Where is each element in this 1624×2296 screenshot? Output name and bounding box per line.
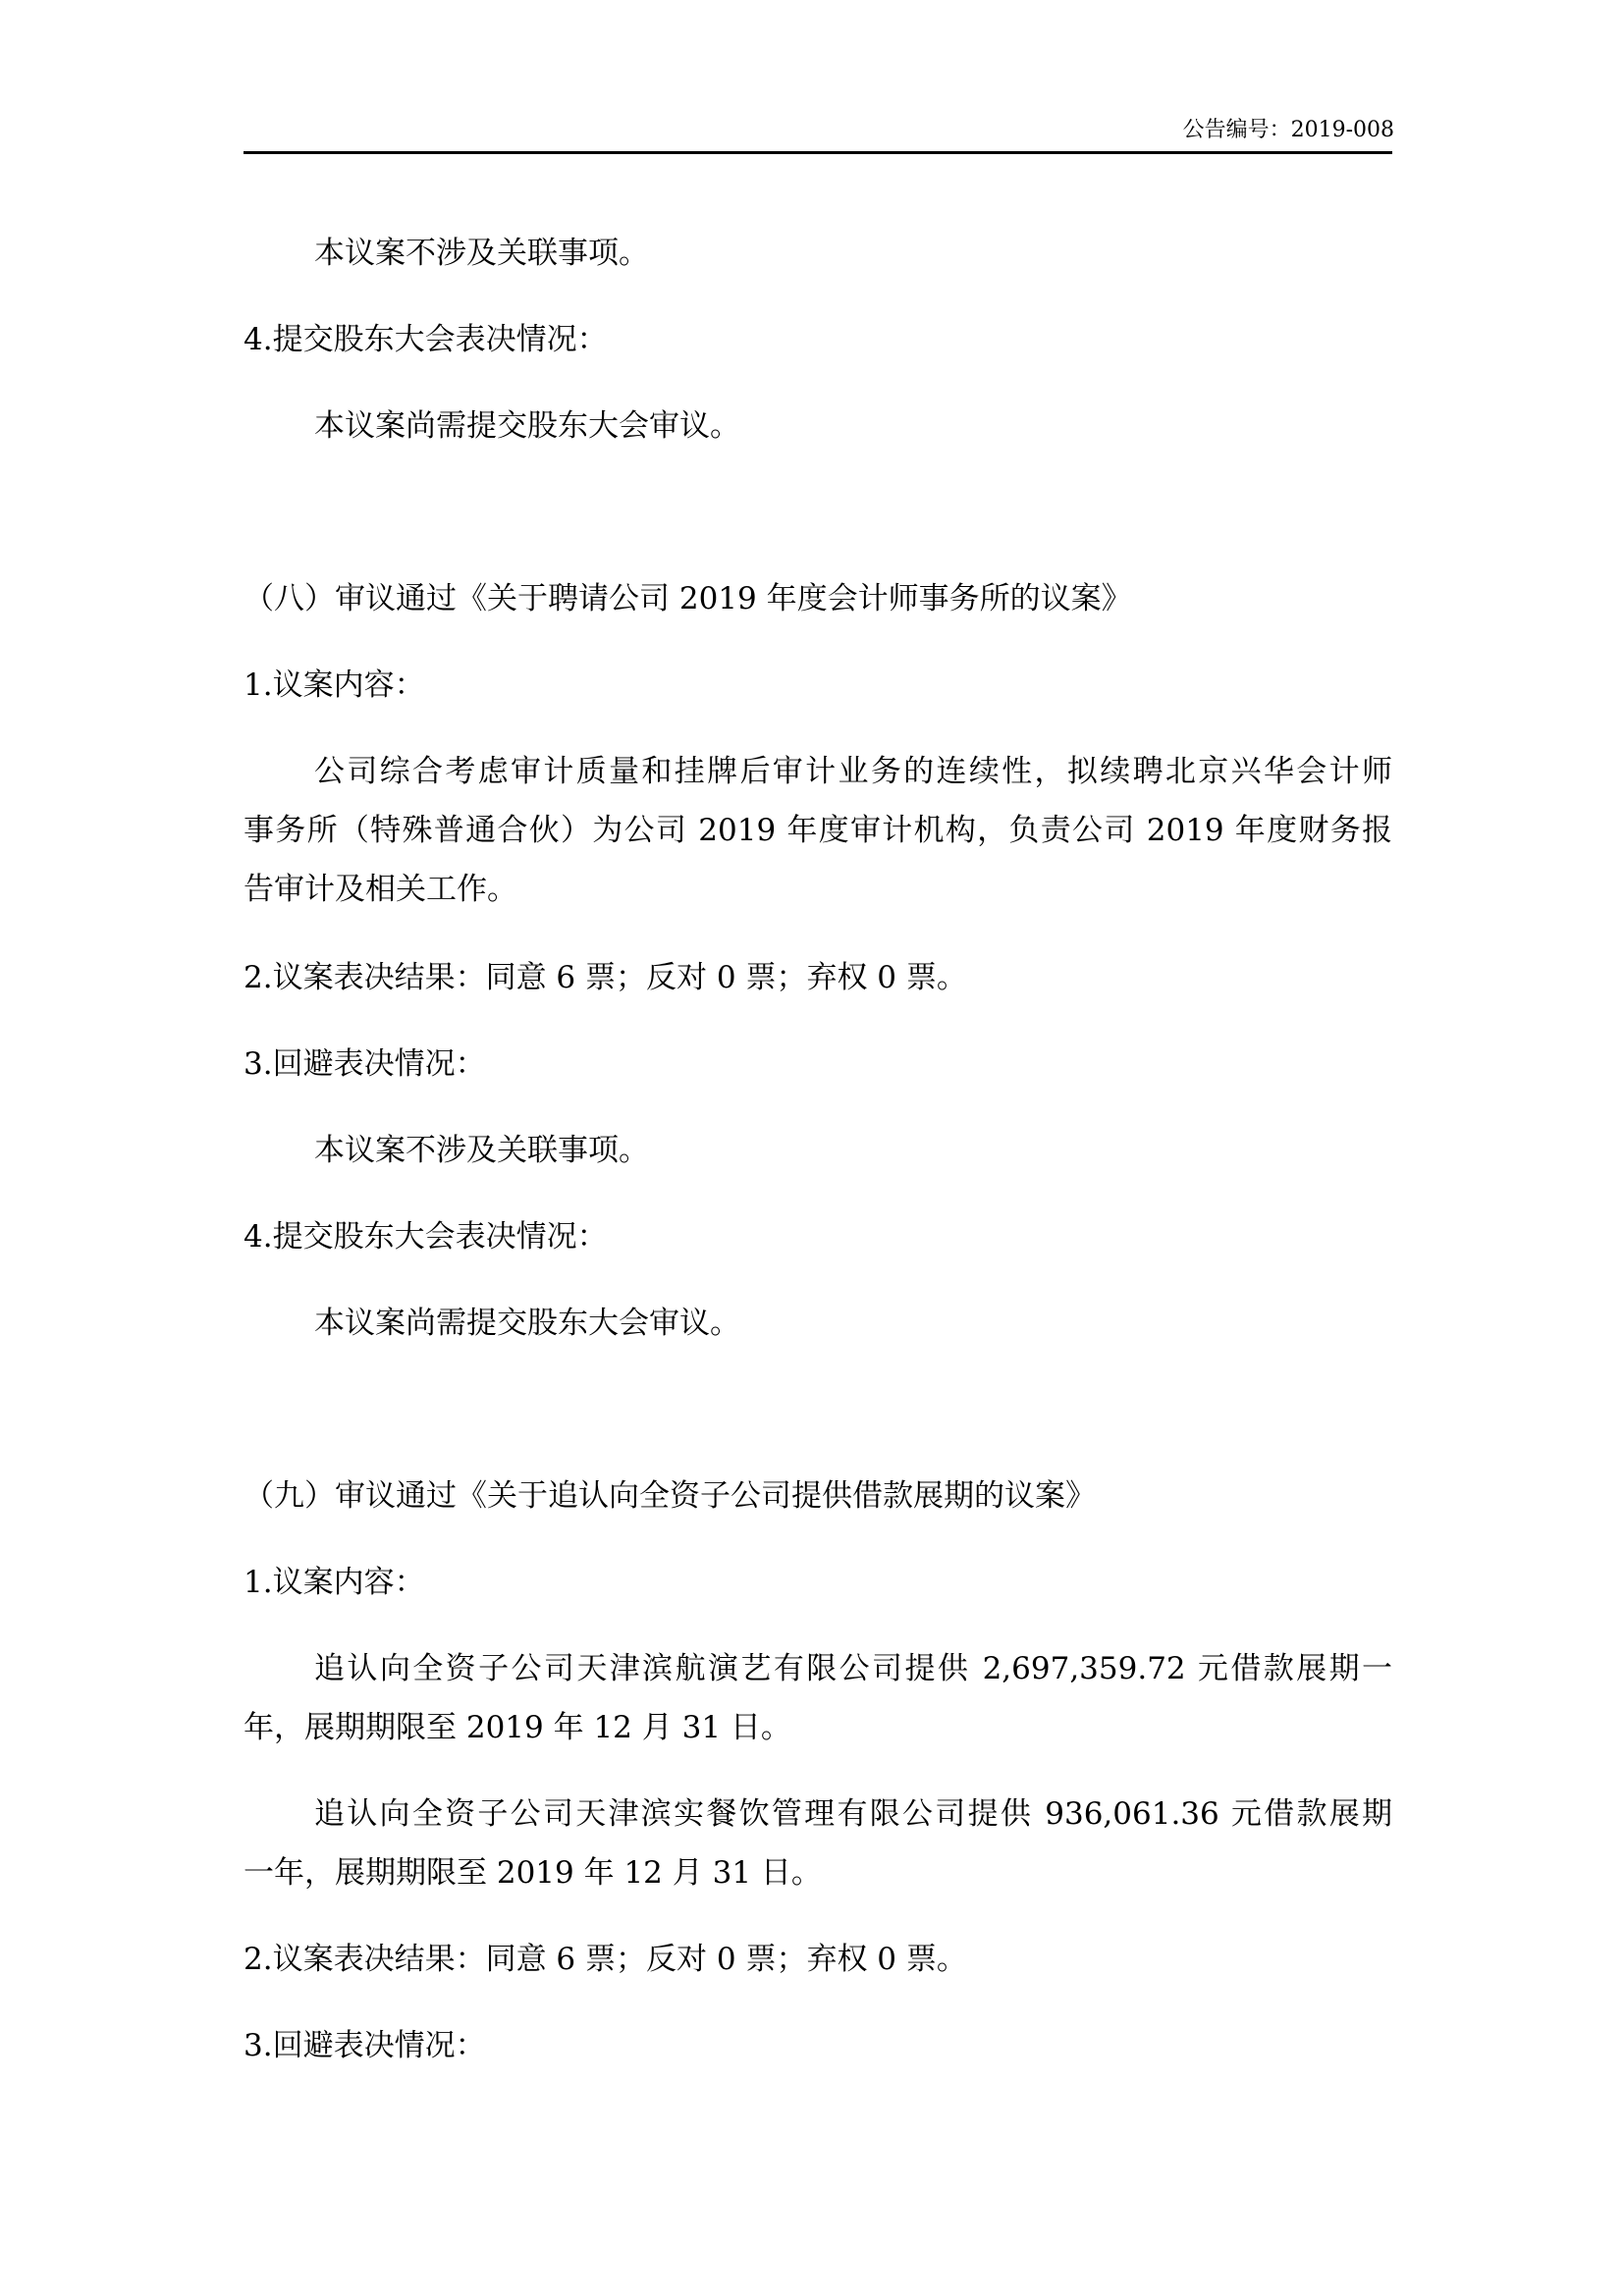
section-8-submit-text: 本议案尚需提交股东大会审议。 xyxy=(314,1306,740,1341)
section-9-paragraph-1-line: 追认向全资子公司天津滨航演艺有限公司提供 2,697,359.72 元借款展期一 xyxy=(314,1651,1392,1686)
section-8-submit-label: 4.提交股东大会表决情况： xyxy=(244,1219,608,1255)
section-9-vote-result: 2.议案表决结果：同意 6 票；反对 0 票；弃权 0 票。 xyxy=(244,1942,967,1977)
submit-text: 本议案尚需提交股东大会审议。 xyxy=(314,408,740,444)
section-9-title: （九）审议通过《关于追认向全资子公司提供借款展期的议案》 xyxy=(244,1478,1096,1514)
section-9-paragraph-2-line: 一年，展期期限至 2019 年 12 月 31 日。 xyxy=(244,1855,822,1891)
section-8-content-line: 公司综合考虑审计质量和挂牌后审计业务的连续性，拟续聘北京兴华会计师 xyxy=(314,754,1392,789)
section-8-content-label: 1.议案内容： xyxy=(244,667,425,703)
section-8-recusal-text: 本议案不涉及关联事项。 xyxy=(314,1133,649,1168)
section-8-title: （八）审议通过《关于聘请公司 2019 年度会计师事务所的议案》 xyxy=(244,581,1132,616)
section-8-content-line: 事务所（特殊普通合伙）为公司 2019 年度审计机构，负责公司 2019 年度财务报 xyxy=(244,813,1392,848)
header-divider xyxy=(244,151,1392,154)
section-9-content-label: 1.议案内容： xyxy=(244,1565,425,1600)
section-8-recusal-label: 3.回避表决情况： xyxy=(244,1046,486,1082)
section-9-paragraph-2-line: 追认向全资子公司天津滨实餐饮管理有限公司提供 936,061.36 元借款展期 xyxy=(314,1796,1392,1832)
related-party-text: 本议案不涉及关联事项。 xyxy=(314,236,649,271)
announcement-number: 公告编号：2019-008 xyxy=(1182,118,1394,142)
section-8-vote-result: 2.议案表决结果：同意 6 票；反对 0 票；弃权 0 票。 xyxy=(244,960,967,995)
submit-label: 4.提交股东大会表决情况： xyxy=(244,322,608,357)
section-9-paragraph-1-line: 年，展期期限至 2019 年 12 月 31 日。 xyxy=(244,1710,791,1745)
section-9-recusal-label: 3.回避表决情况： xyxy=(244,2028,486,2063)
section-8-content-line: 告审计及相关工作。 xyxy=(244,872,517,907)
